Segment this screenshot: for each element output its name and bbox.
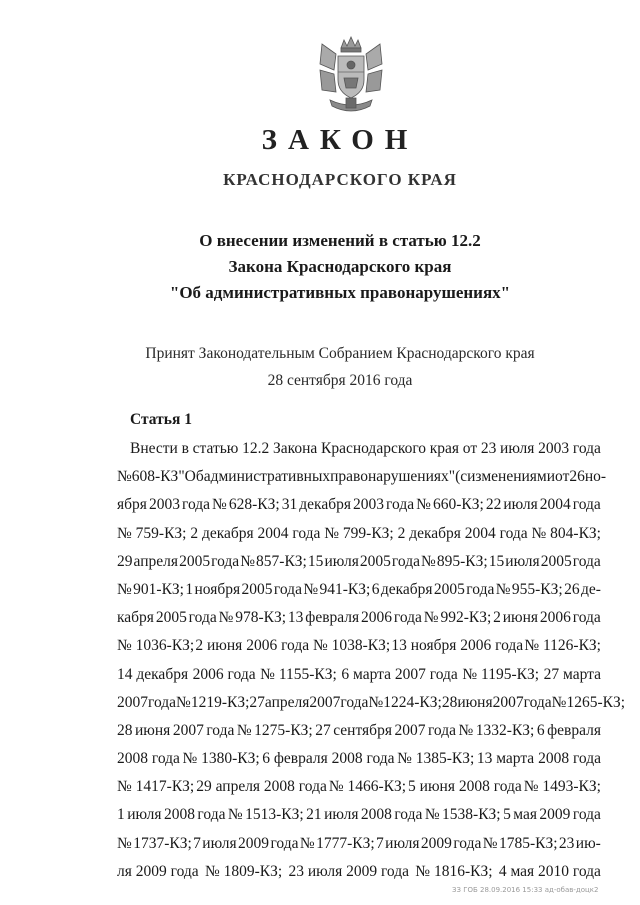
body-text: № 1380-КЗ; [182, 750, 260, 768]
body-text: 2 [493, 609, 501, 627]
body-text: № 1493-КЗ; [523, 778, 601, 796]
body-text: 23 [480, 440, 497, 457]
body-text: 2006 года [192, 665, 256, 683]
body-text: № [424, 806, 440, 824]
body-text: Внести [130, 440, 178, 457]
body-text: № 804-КЗ; [531, 524, 601, 542]
body-text: 1538-КЗ; [442, 806, 501, 824]
body-text: 27 [249, 693, 265, 711]
adoption-info [0, 340, 640, 394]
body-text: июля [324, 552, 359, 570]
body-text: правонарушениях" [330, 468, 456, 486]
body-text: ября [117, 496, 147, 514]
body-text: апреля [264, 693, 310, 711]
body-text: № 1155-КЗ; [260, 665, 337, 683]
adoption-line: Принят Законодательным Собранием Краснодарского края [145, 345, 535, 362]
body-text: 2008 [163, 806, 195, 824]
body-text: ноября [194, 580, 241, 598]
body-text: 7 [376, 834, 384, 852]
body-text: апреля [133, 552, 179, 570]
body-text: июля [505, 552, 540, 570]
body-text: № [212, 496, 227, 514]
body-text: 1275-КЗ; [254, 721, 313, 739]
body-text: 1219-КЗ; [190, 693, 250, 711]
body-text: года [273, 580, 302, 598]
body-text: года [572, 440, 601, 457]
body-text: июля [500, 440, 535, 457]
body-text: 6 марта 2007 года [341, 665, 458, 683]
body-text: 608-КЗ [131, 468, 179, 486]
body-text: 1777-КЗ; [316, 834, 375, 852]
body-text: года [466, 580, 495, 598]
body-line [117, 491, 601, 519]
body-text: 1332-КЗ; [475, 721, 535, 739]
body-text: административных [203, 468, 331, 486]
body-line [117, 717, 601, 745]
body-text: № 799-КЗ; [324, 524, 394, 542]
body-text: 2007 [172, 721, 204, 739]
body-text: 857-КЗ; [256, 552, 307, 570]
body-text: Закона [272, 440, 318, 457]
body-text: года [572, 496, 601, 514]
body-text: года [453, 834, 482, 852]
body-text: 28 [117, 721, 133, 739]
body-text: 15 [488, 552, 505, 570]
body-text: февраля [305, 609, 360, 627]
body-text: 13 [287, 609, 304, 627]
heading-line: Закона Краснодарского края [228, 257, 452, 276]
body-text: 28 [441, 693, 458, 711]
body-text: 2005 [359, 552, 391, 570]
body-text: № 1809-КЗ; [204, 862, 283, 880]
document-title: ЗАКОН [261, 124, 419, 156]
body-text: 6 [371, 580, 380, 598]
body-text: № [117, 468, 132, 486]
body-text: 13 ноября 2006 года [391, 637, 524, 655]
body-text: 26 [564, 580, 580, 598]
body-text: 2006 [539, 609, 571, 627]
body-text: ию- [575, 834, 601, 852]
body-text: 2005 [241, 580, 273, 598]
body-text: № [458, 721, 474, 739]
body-text: № 1036-КЗ; [117, 637, 195, 655]
body-text: года [188, 609, 217, 627]
body-text: декабря [380, 580, 433, 598]
body-text: года [572, 552, 601, 570]
body-line [117, 858, 601, 886]
body-text: 15 [307, 552, 324, 570]
body-text: 1 [185, 580, 194, 598]
body-text: июля [385, 834, 420, 852]
body-text: но- [584, 468, 607, 486]
body-text: "Об [178, 468, 204, 486]
body-text: 2003 [538, 440, 570, 457]
body-text: 895-КЗ; [436, 552, 488, 570]
body-text: 901-КЗ; [133, 580, 184, 598]
heading-line: "Об административных правонарушениях" [169, 283, 511, 302]
body-text: мая [513, 806, 537, 824]
body-text: июня [502, 609, 539, 627]
body-text: сентября [333, 721, 392, 739]
body-text: 978-КЗ; [235, 609, 287, 627]
body-text: 1265-КЗ; [566, 693, 626, 711]
body-line [117, 689, 626, 717]
body-line [117, 520, 601, 548]
document-subtitle: КРАСНОДАРСКОГО КРАЯ [223, 170, 457, 189]
body-text: № [495, 580, 511, 598]
body-text: года [206, 721, 235, 739]
body-text: 2009 [420, 834, 452, 852]
body-text: 2004 [539, 496, 571, 514]
heading-line: О внесении изменений в статью 12.2 [199, 231, 481, 250]
body-line [117, 463, 607, 491]
body-line [117, 801, 601, 829]
body-text: 31 [281, 496, 298, 514]
body-text: 2007 [492, 693, 524, 711]
body-text: года [427, 721, 456, 739]
body-text: 2009 [238, 834, 270, 852]
body-text: статью [192, 440, 239, 457]
body-text: № [117, 834, 132, 852]
article-body [117, 435, 626, 886]
body-text: 4 мая 2010 года [498, 862, 601, 880]
body-text: № [236, 721, 252, 739]
body-text: 27 марта [543, 665, 601, 683]
body-line [117, 632, 601, 660]
body-text: 2006 [361, 609, 393, 627]
body-text: № 1417-КЗ; [117, 778, 195, 796]
body-text: 2 июня 2006 года № 1038-КЗ; [195, 637, 391, 655]
adoption-date: 28 сентября 2016 года [267, 372, 413, 389]
body-line [117, 830, 601, 858]
body-text: 5 [503, 806, 511, 824]
body-text: № [482, 834, 498, 852]
body-text: года [148, 693, 177, 711]
body-text: № [551, 693, 567, 711]
body-text: № [299, 834, 315, 852]
body-text: № 1466-КЗ; [328, 778, 407, 796]
body-text: июля [324, 806, 359, 824]
body-text: 23 июля 2009 года [288, 862, 409, 880]
body-text: № [303, 580, 319, 598]
body-text: 1737-КЗ; [133, 834, 192, 852]
body-text: 21 [306, 806, 322, 824]
body-text: 2003 [148, 496, 180, 514]
body-text: 628-КЗ; [228, 496, 280, 514]
body-text: № [421, 552, 436, 570]
body-text: 2003 [353, 496, 385, 514]
body-text: № [227, 806, 243, 824]
body-text: 2005 [540, 552, 572, 570]
body-text: № [117, 580, 132, 598]
body-text: № [218, 609, 234, 627]
body-text: 2007 [394, 721, 426, 739]
body-text: № [368, 693, 384, 711]
body-text: года [523, 693, 552, 711]
body-text: 27 [315, 721, 331, 739]
article-title: Статья 1 [130, 411, 192, 428]
body-text: года [394, 806, 423, 824]
body-text: (с [455, 468, 468, 486]
body-line [117, 435, 601, 463]
body-text: 14 декабря [117, 665, 189, 683]
body-text: 7 [193, 834, 201, 852]
body-text: 2009 [539, 806, 571, 824]
body-text: 2005 [179, 552, 211, 570]
body-text: кабря [117, 609, 154, 627]
body-text: 29 [117, 552, 133, 570]
body-text: года [340, 693, 369, 711]
body-text: года [270, 834, 299, 852]
body-text: февраля [547, 721, 601, 739]
body-text: № [423, 609, 439, 627]
body-text: 5 июня 2008 года [408, 778, 522, 796]
body-text: 6 [536, 721, 545, 739]
body-text: 22 [485, 496, 502, 514]
body-line [117, 745, 601, 773]
body-text: 2005 [433, 580, 465, 598]
body-text: края [429, 440, 460, 457]
body-text: года [197, 806, 226, 824]
body-text: 26 [569, 468, 585, 486]
body-text: № 759-КЗ; [117, 524, 187, 542]
body-text: года [572, 609, 601, 627]
body-text: года [181, 496, 211, 514]
body-line [117, 773, 601, 801]
coat-of-arms-emblem-icon [316, 34, 386, 118]
body-text: 23 [558, 834, 575, 852]
body-text: 1 [117, 806, 125, 824]
body-text: де- [580, 580, 601, 598]
body-text: июня [135, 721, 171, 739]
body-text: 2008 года [117, 750, 180, 768]
body-text: года [572, 806, 601, 824]
body-text: декабря [299, 496, 351, 514]
body-text: года [211, 552, 240, 570]
body-text: 941-КЗ; [319, 580, 371, 598]
body-text: № 1126-КЗ; [524, 637, 601, 655]
body-text: от [555, 468, 570, 486]
body-text: 2 декабря 2004 года [397, 524, 528, 542]
body-text: июля [202, 834, 237, 852]
body-text: 1513-КЗ; [245, 806, 304, 824]
body-text: в [181, 440, 189, 457]
law-heading [0, 228, 640, 306]
body-text: 992-КЗ; [440, 609, 492, 627]
body-text: № 1385-КЗ; [397, 750, 475, 768]
body-text: 2 декабря 2004 года [190, 524, 321, 542]
body-text: июля [503, 496, 538, 514]
body-line [117, 661, 601, 689]
body-text: года [391, 552, 420, 570]
body-text: № [240, 552, 255, 570]
body-text: 6 февраля 2008 года [262, 750, 395, 768]
body-text: 2005 [155, 609, 187, 627]
body-text: года [386, 496, 415, 514]
body-text: 660-КЗ; [432, 496, 484, 514]
body-text: № 1195-КЗ; [462, 665, 540, 683]
body-text: 2007 [309, 693, 341, 711]
body-text: от [462, 440, 478, 457]
body-text: ля 2009 года [117, 862, 199, 880]
body-line [117, 548, 601, 576]
page-footer-code: ЗЗ ГОБ 28.09.2016 15:33 ад-обав-доцк2 [452, 886, 599, 894]
body-text: Краснодарского [320, 440, 427, 457]
body-line [117, 576, 601, 604]
body-text: года [393, 609, 422, 627]
body-text: № [176, 693, 191, 711]
body-text: 1224-КЗ; [383, 693, 442, 711]
body-line [117, 604, 601, 632]
body-text: изменениями [467, 468, 556, 486]
body-text: № [416, 496, 431, 514]
body-text: июля [127, 806, 162, 824]
body-text: № 1816-КЗ; [415, 862, 493, 880]
body-text: 955-КЗ; [511, 580, 563, 598]
body-text: 13 марта 2008 года [476, 750, 601, 768]
body-text: 1785-КЗ; [498, 834, 558, 852]
body-text: 2008 [360, 806, 392, 824]
body-text: 2007 [117, 693, 148, 711]
body-text: июня [457, 693, 493, 711]
body-text: 29 апреля 2008 года [196, 778, 327, 796]
body-text: 12.2 [242, 440, 270, 457]
